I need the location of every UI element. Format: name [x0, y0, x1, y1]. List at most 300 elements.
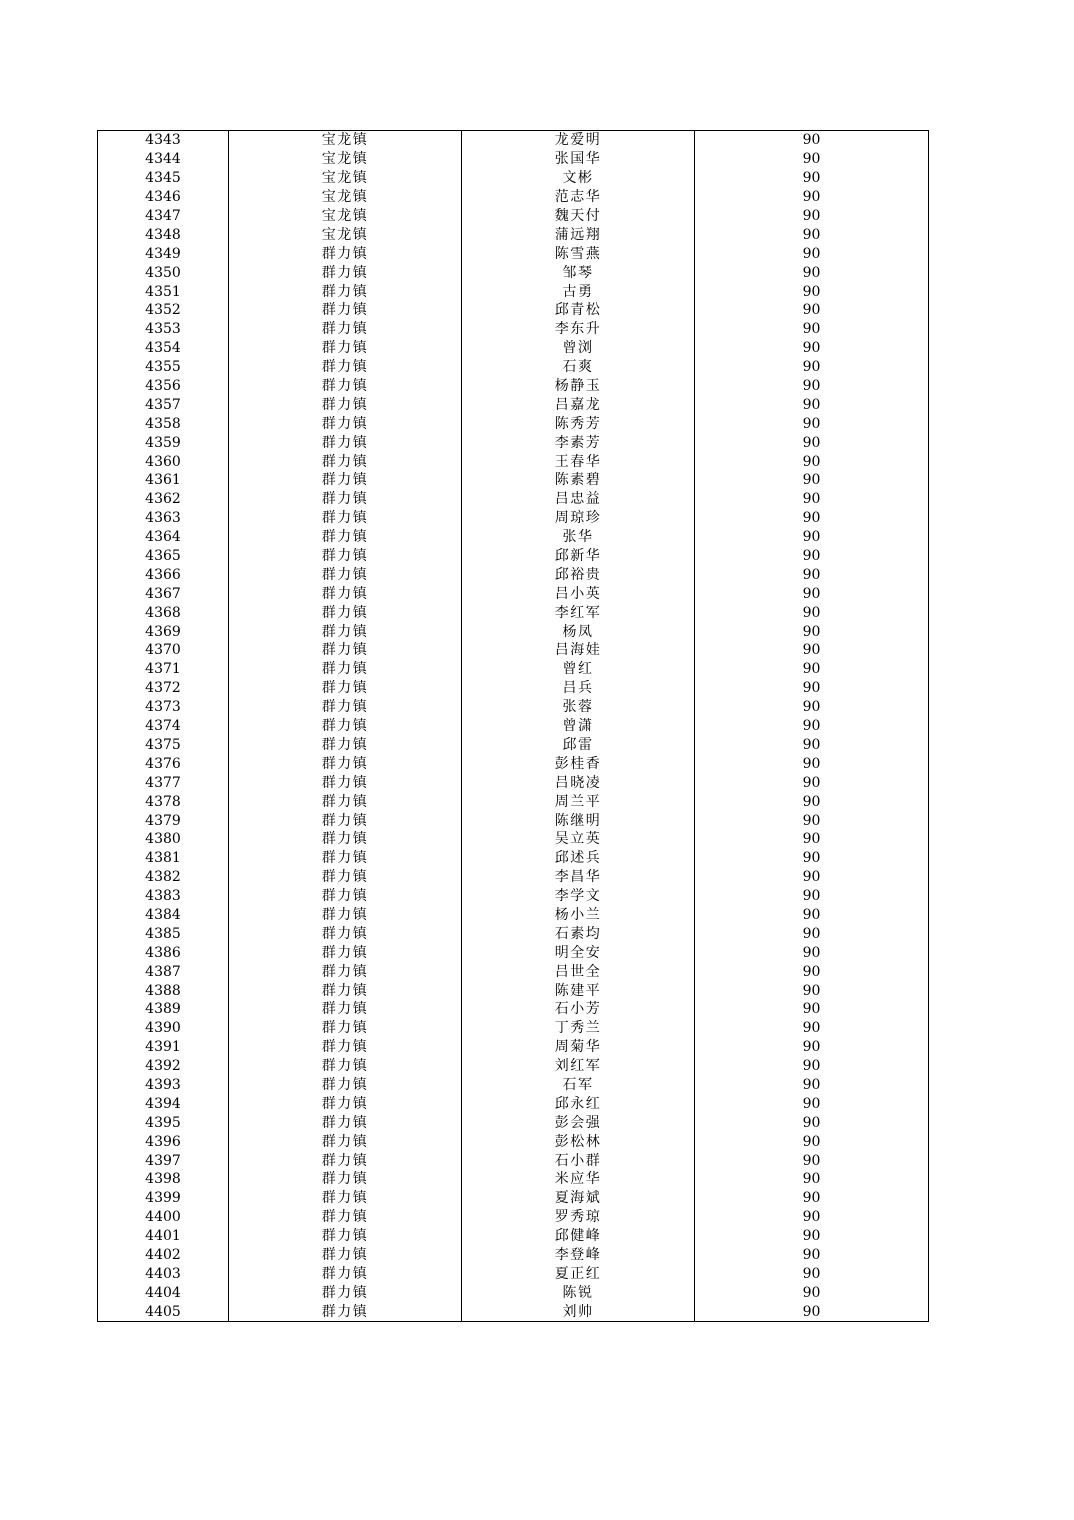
- person-name-cell: 吕兵: [462, 679, 695, 698]
- serial-number-cell: 4343: [98, 131, 229, 150]
- town-cell: 群力镇: [229, 1094, 462, 1113]
- town-cell: 群力镇: [229, 301, 462, 320]
- town-cell: 宝龙镇: [229, 131, 462, 150]
- table-row: [98, 1038, 929, 1057]
- town-cell: 群力镇: [229, 736, 462, 755]
- amount-cell: 90: [695, 849, 929, 868]
- amount-cell: 90: [695, 717, 929, 736]
- serial-number-cell: 4344: [98, 150, 229, 169]
- person-name-cell: 石小群: [462, 1151, 695, 1170]
- table-row: [98, 622, 929, 641]
- table-row: [98, 565, 929, 584]
- serial-number-cell: 4357: [98, 395, 229, 414]
- table-row: [98, 263, 929, 282]
- town-cell: 群力镇: [229, 698, 462, 717]
- person-name-cell: 吴立英: [462, 830, 695, 849]
- serial-number-cell: 4400: [98, 1208, 229, 1227]
- amount-cell: 90: [695, 263, 929, 282]
- town-cell: 群力镇: [229, 792, 462, 811]
- table-row: [98, 736, 929, 755]
- person-name-cell: 曾潇: [462, 717, 695, 736]
- table-row: [98, 698, 929, 717]
- town-cell: 群力镇: [229, 868, 462, 887]
- town-cell: 群力镇: [229, 943, 462, 962]
- town-cell: 群力镇: [229, 1283, 462, 1302]
- amount-cell: 90: [695, 736, 929, 755]
- table-row: [98, 584, 929, 603]
- serial-number-cell: 4348: [98, 225, 229, 244]
- town-cell: 宝龙镇: [229, 225, 462, 244]
- serial-number-cell: 4355: [98, 358, 229, 377]
- person-name-cell: 古勇: [462, 282, 695, 301]
- person-name-cell: 张华: [462, 528, 695, 547]
- town-cell: 群力镇: [229, 452, 462, 471]
- table-row: [98, 358, 929, 377]
- serial-number-cell: 4354: [98, 339, 229, 358]
- serial-number-cell: 4405: [98, 1302, 229, 1321]
- town-cell: 群力镇: [229, 754, 462, 773]
- town-cell: 群力镇: [229, 414, 462, 433]
- person-name-cell: 周兰平: [462, 792, 695, 811]
- person-name-cell: 王春华: [462, 452, 695, 471]
- amount-cell: 90: [695, 150, 929, 169]
- amount-cell: 90: [695, 1302, 929, 1321]
- serial-number-cell: 4365: [98, 547, 229, 566]
- serial-number-cell: 4359: [98, 433, 229, 452]
- table-row: [98, 1113, 929, 1132]
- table-row: [98, 1227, 929, 1246]
- serial-number-cell: 4390: [98, 1019, 229, 1038]
- town-cell: 群力镇: [229, 679, 462, 698]
- table-row: [98, 641, 929, 660]
- serial-number-cell: 4397: [98, 1151, 229, 1170]
- table-row: [98, 414, 929, 433]
- amount-cell: 90: [695, 1151, 929, 1170]
- town-cell: 群力镇: [229, 433, 462, 452]
- table-row: [98, 1189, 929, 1208]
- amount-cell: 90: [695, 471, 929, 490]
- town-cell: 群力镇: [229, 320, 462, 339]
- amount-cell: 90: [695, 887, 929, 906]
- table-row: [98, 849, 929, 868]
- person-name-cell: 周琼珍: [462, 509, 695, 528]
- town-cell: 群力镇: [229, 471, 462, 490]
- serial-number-cell: 4371: [98, 660, 229, 679]
- town-cell: 群力镇: [229, 565, 462, 584]
- amount-cell: 90: [695, 792, 929, 811]
- serial-number-cell: 4383: [98, 887, 229, 906]
- town-cell: 群力镇: [229, 395, 462, 414]
- person-name-cell: 石素均: [462, 924, 695, 943]
- town-cell: 群力镇: [229, 584, 462, 603]
- person-name-cell: 蒲远翔: [462, 225, 695, 244]
- table-row: [98, 1264, 929, 1283]
- table-row: [98, 679, 929, 698]
- amount-cell: 90: [695, 301, 929, 320]
- town-cell: 群力镇: [229, 1170, 462, 1189]
- amount-cell: 90: [695, 358, 929, 377]
- amount-cell: 90: [695, 244, 929, 263]
- town-cell: 群力镇: [229, 811, 462, 830]
- amount-cell: 90: [695, 169, 929, 188]
- amount-cell: 90: [695, 773, 929, 792]
- town-cell: 群力镇: [229, 1246, 462, 1265]
- table-row: [98, 830, 929, 849]
- amount-cell: 90: [695, 414, 929, 433]
- town-cell: 群力镇: [229, 1057, 462, 1076]
- amount-cell: 90: [695, 1227, 929, 1246]
- table-row: [98, 244, 929, 263]
- serial-number-cell: 4387: [98, 962, 229, 981]
- amount-cell: 90: [695, 1113, 929, 1132]
- person-name-cell: 李昌华: [462, 868, 695, 887]
- serial-number-cell: 4401: [98, 1227, 229, 1246]
- table-row: [98, 131, 929, 150]
- person-name-cell: 邱永红: [462, 1094, 695, 1113]
- table-row: [98, 962, 929, 981]
- person-name-cell: 丁秀兰: [462, 1019, 695, 1038]
- serial-number-cell: 4399: [98, 1189, 229, 1208]
- table-row: [98, 150, 929, 169]
- town-cell: 群力镇: [229, 773, 462, 792]
- serial-number-cell: 4363: [98, 509, 229, 528]
- table-row: [98, 1019, 929, 1038]
- amount-cell: 90: [695, 924, 929, 943]
- table-row: [98, 339, 929, 358]
- table-row: [98, 207, 929, 226]
- amount-cell: 90: [695, 395, 929, 414]
- amount-cell: 90: [695, 131, 929, 150]
- table-row: [98, 1094, 929, 1113]
- amount-cell: 90: [695, 1264, 929, 1283]
- amount-cell: 90: [695, 1019, 929, 1038]
- town-cell: 群力镇: [229, 622, 462, 641]
- town-cell: 群力镇: [229, 1208, 462, 1227]
- person-name-cell: 吕海娃: [462, 641, 695, 660]
- table-row: [98, 377, 929, 396]
- table-row: [98, 754, 929, 773]
- serial-number-cell: 4378: [98, 792, 229, 811]
- table-row: [98, 509, 929, 528]
- town-cell: 群力镇: [229, 1189, 462, 1208]
- amount-cell: 90: [695, 1000, 929, 1019]
- person-name-cell: 陈素碧: [462, 471, 695, 490]
- person-name-cell: 邱述兵: [462, 849, 695, 868]
- table-row: [98, 320, 929, 339]
- table-row: [98, 225, 929, 244]
- table-row: [98, 906, 929, 925]
- table-row: [98, 1151, 929, 1170]
- amount-cell: 90: [695, 207, 929, 226]
- amount-cell: 90: [695, 868, 929, 887]
- table-row: [98, 981, 929, 1000]
- serial-number-cell: 4404: [98, 1283, 229, 1302]
- town-cell: 群力镇: [229, 830, 462, 849]
- table-row: [98, 1283, 929, 1302]
- person-name-cell: 李红军: [462, 603, 695, 622]
- serial-number-cell: 4352: [98, 301, 229, 320]
- amount-cell: 90: [695, 452, 929, 471]
- person-name-cell: 杨小兰: [462, 906, 695, 925]
- person-name-cell: 邱雷: [462, 736, 695, 755]
- table-row: [98, 1132, 929, 1151]
- serial-number-cell: 4376: [98, 754, 229, 773]
- serial-number-cell: 4353: [98, 320, 229, 339]
- serial-number-cell: 4361: [98, 471, 229, 490]
- table-row: [98, 433, 929, 452]
- table-row: [98, 1076, 929, 1095]
- town-cell: 群力镇: [229, 717, 462, 736]
- table-row: [98, 1302, 929, 1321]
- serial-number-cell: 4351: [98, 282, 229, 301]
- person-name-cell: 明全安: [462, 943, 695, 962]
- town-cell: 群力镇: [229, 1113, 462, 1132]
- town-cell: 群力镇: [229, 377, 462, 396]
- serial-number-cell: 4347: [98, 207, 229, 226]
- amount-cell: 90: [695, 1057, 929, 1076]
- table-row: [98, 490, 929, 509]
- town-cell: 群力镇: [229, 641, 462, 660]
- town-cell: 群力镇: [229, 358, 462, 377]
- person-name-cell: 邱裕贵: [462, 565, 695, 584]
- table-row: [98, 603, 929, 622]
- person-name-cell: 夏正红: [462, 1264, 695, 1283]
- serial-number-cell: 4393: [98, 1076, 229, 1095]
- person-name-cell: 李素芳: [462, 433, 695, 452]
- amount-cell: 90: [695, 320, 929, 339]
- amount-cell: 90: [695, 603, 929, 622]
- amount-cell: 90: [695, 490, 929, 509]
- table-row: [98, 169, 929, 188]
- table-row: [98, 1057, 929, 1076]
- town-cell: 群力镇: [229, 1038, 462, 1057]
- person-name-cell: 刘帅: [462, 1302, 695, 1321]
- serial-number-cell: 4369: [98, 622, 229, 641]
- person-name-cell: 邱健峰: [462, 1227, 695, 1246]
- serial-number-cell: 4367: [98, 584, 229, 603]
- amount-cell: 90: [695, 1170, 929, 1189]
- serial-number-cell: 4364: [98, 528, 229, 547]
- table-row: [98, 660, 929, 679]
- serial-number-cell: 4386: [98, 943, 229, 962]
- table-row: [98, 811, 929, 830]
- town-cell: 群力镇: [229, 1151, 462, 1170]
- table-row: [98, 943, 929, 962]
- amount-cell: 90: [695, 1189, 929, 1208]
- person-name-cell: 张国华: [462, 150, 695, 169]
- person-name-cell: 彭桂香: [462, 754, 695, 773]
- serial-number-cell: 4379: [98, 811, 229, 830]
- amount-cell: 90: [695, 1076, 929, 1095]
- amount-cell: 90: [695, 698, 929, 717]
- serial-number-cell: 4375: [98, 736, 229, 755]
- town-cell: 群力镇: [229, 1227, 462, 1246]
- amount-cell: 90: [695, 1038, 929, 1057]
- serial-number-cell: 4370: [98, 641, 229, 660]
- amount-cell: 90: [695, 584, 929, 603]
- town-cell: 群力镇: [229, 906, 462, 925]
- person-name-cell: 曾浏: [462, 339, 695, 358]
- amount-cell: 90: [695, 754, 929, 773]
- person-name-cell: 陈建平: [462, 981, 695, 1000]
- town-cell: 群力镇: [229, 244, 462, 263]
- table-row: [98, 471, 929, 490]
- table-row: [98, 452, 929, 471]
- amount-cell: 90: [695, 622, 929, 641]
- amount-cell: 90: [695, 679, 929, 698]
- person-name-cell: 杨凤: [462, 622, 695, 641]
- town-cell: 群力镇: [229, 1264, 462, 1283]
- serial-number-cell: 4385: [98, 924, 229, 943]
- person-name-cell: 罗秀琼: [462, 1208, 695, 1227]
- person-name-cell: 陈雪燕: [462, 244, 695, 263]
- amount-cell: 90: [695, 377, 929, 396]
- serial-number-cell: 4394: [98, 1094, 229, 1113]
- amount-cell: 90: [695, 962, 929, 981]
- serial-number-cell: 4395: [98, 1113, 229, 1132]
- serial-number-cell: 4350: [98, 263, 229, 282]
- person-name-cell: 米应华: [462, 1170, 695, 1189]
- amount-cell: 90: [695, 906, 929, 925]
- person-name-cell: 陈秀芳: [462, 414, 695, 433]
- town-cell: 群力镇: [229, 1302, 462, 1321]
- person-name-cell: 周菊华: [462, 1038, 695, 1057]
- person-name-cell: 吕晓凌: [462, 773, 695, 792]
- serial-number-cell: 4392: [98, 1057, 229, 1076]
- person-name-cell: 魏天付: [462, 207, 695, 226]
- town-cell: 群力镇: [229, 660, 462, 679]
- person-name-cell: 文彬: [462, 169, 695, 188]
- roster-table-body: [98, 131, 929, 1322]
- serial-number-cell: 4358: [98, 414, 229, 433]
- amount-cell: 90: [695, 1283, 929, 1302]
- amount-cell: 90: [695, 811, 929, 830]
- person-name-cell: 曾红: [462, 660, 695, 679]
- person-name-cell: 石军: [462, 1076, 695, 1095]
- person-name-cell: 石小芳: [462, 1000, 695, 1019]
- table-row: [98, 1000, 929, 1019]
- town-cell: 群力镇: [229, 339, 462, 358]
- person-name-cell: 范志华: [462, 188, 695, 207]
- serial-number-cell: 4388: [98, 981, 229, 1000]
- amount-cell: 90: [695, 1208, 929, 1227]
- serial-number-cell: 4366: [98, 565, 229, 584]
- person-name-cell: 龙爱明: [462, 131, 695, 150]
- town-cell: 群力镇: [229, 849, 462, 868]
- subsidy-roster-table: [97, 130, 929, 1322]
- table-row: [98, 924, 929, 943]
- amount-cell: 90: [695, 433, 929, 452]
- town-cell: 群力镇: [229, 924, 462, 943]
- person-name-cell: 邱新华: [462, 547, 695, 566]
- town-cell: 群力镇: [229, 263, 462, 282]
- town-cell: 群力镇: [229, 547, 462, 566]
- serial-number-cell: 4403: [98, 1264, 229, 1283]
- amount-cell: 90: [695, 660, 929, 679]
- amount-cell: 90: [695, 528, 929, 547]
- person-name-cell: 邱青松: [462, 301, 695, 320]
- amount-cell: 90: [695, 547, 929, 566]
- person-name-cell: 吕嘉龙: [462, 395, 695, 414]
- serial-number-cell: 4391: [98, 1038, 229, 1057]
- person-name-cell: 李学文: [462, 887, 695, 906]
- town-cell: 宝龙镇: [229, 188, 462, 207]
- serial-number-cell: 4356: [98, 377, 229, 396]
- serial-number-cell: 4382: [98, 868, 229, 887]
- amount-cell: 90: [695, 830, 929, 849]
- town-cell: 宝龙镇: [229, 169, 462, 188]
- town-cell: 群力镇: [229, 1019, 462, 1038]
- town-cell: 宝龙镇: [229, 150, 462, 169]
- town-cell: 群力镇: [229, 282, 462, 301]
- amount-cell: 90: [695, 339, 929, 358]
- serial-number-cell: 4346: [98, 188, 229, 207]
- town-cell: 群力镇: [229, 509, 462, 528]
- town-cell: 群力镇: [229, 603, 462, 622]
- table-row: [98, 282, 929, 301]
- person-name-cell: 石爽: [462, 358, 695, 377]
- amount-cell: 90: [695, 1246, 929, 1265]
- amount-cell: 90: [695, 188, 929, 207]
- person-name-cell: 吕小英: [462, 584, 695, 603]
- serial-number-cell: 4362: [98, 490, 229, 509]
- table-row: [98, 1208, 929, 1227]
- serial-number-cell: 4345: [98, 169, 229, 188]
- person-name-cell: 张蓉: [462, 698, 695, 717]
- amount-cell: 90: [695, 981, 929, 1000]
- town-cell: 群力镇: [229, 962, 462, 981]
- table-row: [98, 547, 929, 566]
- serial-number-cell: 4373: [98, 698, 229, 717]
- table-row: [98, 528, 929, 547]
- person-name-cell: 吕忠益: [462, 490, 695, 509]
- serial-number-cell: 4381: [98, 849, 229, 868]
- table-row: [98, 1170, 929, 1189]
- table-row: [98, 717, 929, 736]
- person-name-cell: 李登峰: [462, 1246, 695, 1265]
- amount-cell: 90: [695, 641, 929, 660]
- serial-number-cell: 4384: [98, 906, 229, 925]
- serial-number-cell: 4380: [98, 830, 229, 849]
- person-name-cell: 李东升: [462, 320, 695, 339]
- serial-number-cell: 4372: [98, 679, 229, 698]
- serial-number-cell: 4349: [98, 244, 229, 263]
- serial-number-cell: 4360: [98, 452, 229, 471]
- serial-number-cell: 4389: [98, 1000, 229, 1019]
- town-cell: 群力镇: [229, 981, 462, 1000]
- person-name-cell: 陈继明: [462, 811, 695, 830]
- amount-cell: 90: [695, 225, 929, 244]
- table-row: [98, 868, 929, 887]
- person-name-cell: 彭会强: [462, 1113, 695, 1132]
- town-cell: 群力镇: [229, 1076, 462, 1095]
- serial-number-cell: 4396: [98, 1132, 229, 1151]
- amount-cell: 90: [695, 1132, 929, 1151]
- serial-number-cell: 4368: [98, 603, 229, 622]
- amount-cell: 90: [695, 282, 929, 301]
- amount-cell: 90: [695, 509, 929, 528]
- person-name-cell: 刘红军: [462, 1057, 695, 1076]
- table-row: [98, 887, 929, 906]
- table-row: [98, 395, 929, 414]
- serial-number-cell: 4398: [98, 1170, 229, 1189]
- person-name-cell: 陈锐: [462, 1283, 695, 1302]
- serial-number-cell: 4377: [98, 773, 229, 792]
- table-row: [98, 792, 929, 811]
- person-name-cell: 夏海斌: [462, 1189, 695, 1208]
- serial-number-cell: 4374: [98, 717, 229, 736]
- table-row: [98, 188, 929, 207]
